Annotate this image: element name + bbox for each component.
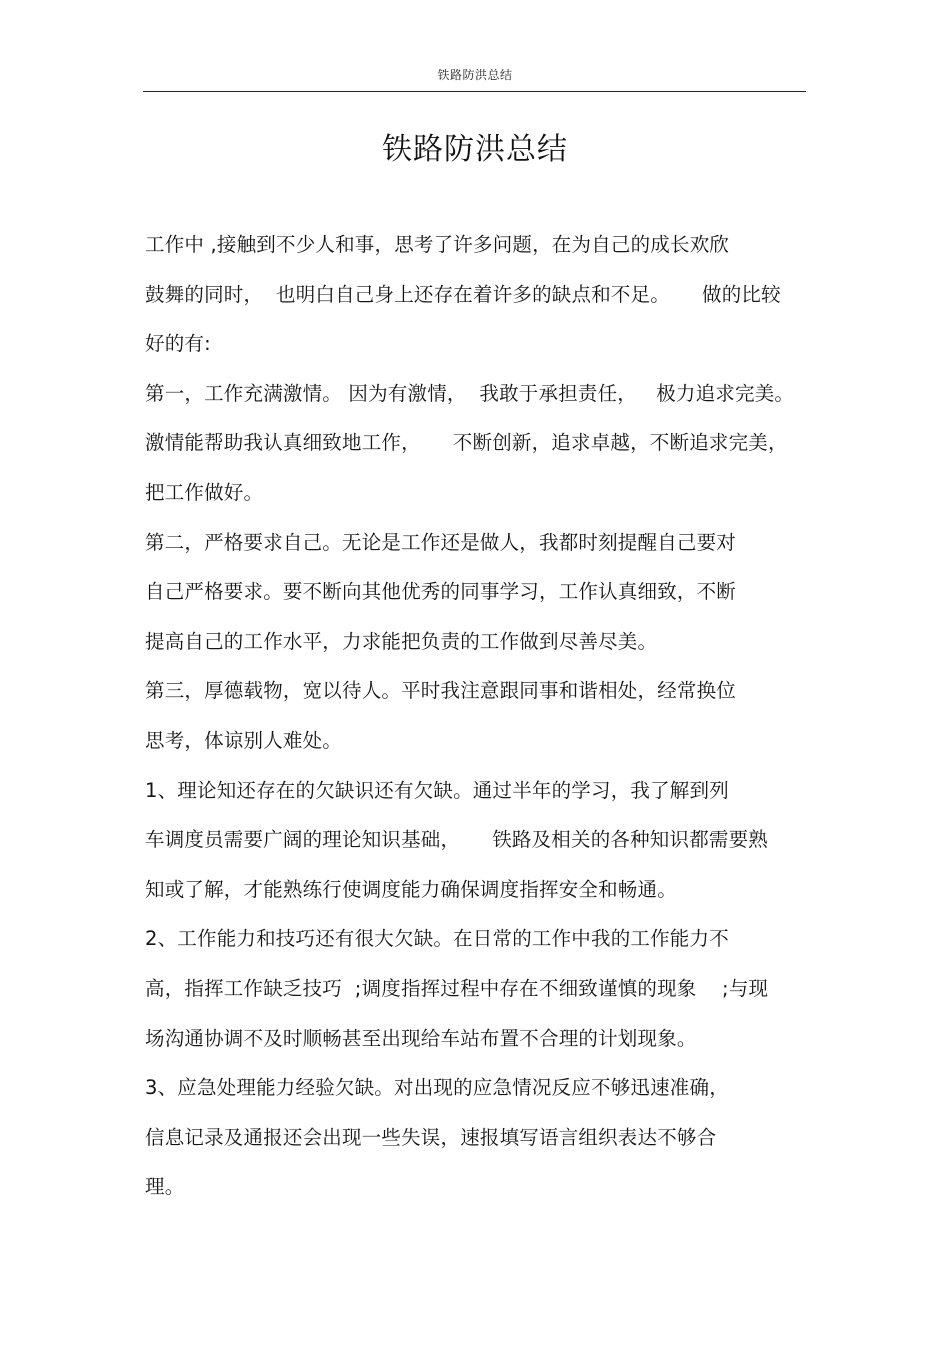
body-line: 提高自己的工作水平，力求能把负责的工作做到尽善尽美。 — [145, 629, 658, 653]
body-line: 信息记录及通报还会出现一些失误，速报填写语言组织表达不够合 — [145, 1125, 717, 1149]
body-line: 1、理论知还存在的欠缺识还有欠缺。通过半年的学习，我了解到列 — [145, 778, 729, 802]
document-title: 铁路防洪总结 — [382, 132, 568, 167]
body-line: 高，指挥工作缺乏技巧 ;调度指挥过程中存在不细致谨慎的现象 ;与现 — [145, 976, 769, 1000]
body-line: 第三，厚德载物，宽以待人。平时我注意跟同事和谐相处，经常换位 — [145, 679, 737, 703]
body-line: 知或了解，才能熟练行使调度能力确保调度指挥安全和畅通。 — [145, 877, 677, 901]
body-line: 激情能帮助我认真细致地工作， 不断创新，追求卓越，不断追求完美， — [145, 431, 788, 455]
body-line: 2、工作能力和技巧还有很大欠缺。在日常的工作中我的工作能力不 — [145, 927, 729, 951]
body-line: 场沟通协调不及时顺畅甚至出现给车站布置不合理的计划现象。 — [145, 1026, 697, 1050]
body-line: 第二，严格要求自己。无论是工作还是做人，我都时刻提醒自己要对 — [145, 530, 737, 554]
body-line: 第一，工作充满激情。 因为有激情， 我敢于承担责任， 极力追求完美。 — [145, 381, 795, 405]
body-line: 3、应急处理能力经验欠缺。对出现的应急情况反应不够迅速准确， — [145, 1076, 729, 1100]
body-line: 自己严格要求。要不断向其他优秀的同事学习，工作认真细致，不断 — [145, 580, 737, 604]
body-line: 思考，体谅别人难处。 — [145, 728, 343, 752]
body-line: 工作中 ,接触到不少人和事，思考了许多问题，在为自己的成长欢欣 — [145, 233, 730, 256]
header-divider — [143, 91, 806, 92]
body-line: 把工作做好。 — [145, 480, 264, 504]
running-header: 铁路防洪总结 — [437, 68, 513, 82]
body-line: 理。 — [145, 1175, 185, 1199]
body-line: 车调度员需要广阔的理论知识基础， 铁路及相关的各种知识都需要熟 — [145, 828, 768, 852]
document-body — [145, 220, 810, 1212]
body-line: 鼓舞的同时， 也明白自己身上还存在着许多的缺点和不足。 做的比较 — [145, 282, 781, 306]
body-line: 好的有: — [145, 332, 211, 356]
